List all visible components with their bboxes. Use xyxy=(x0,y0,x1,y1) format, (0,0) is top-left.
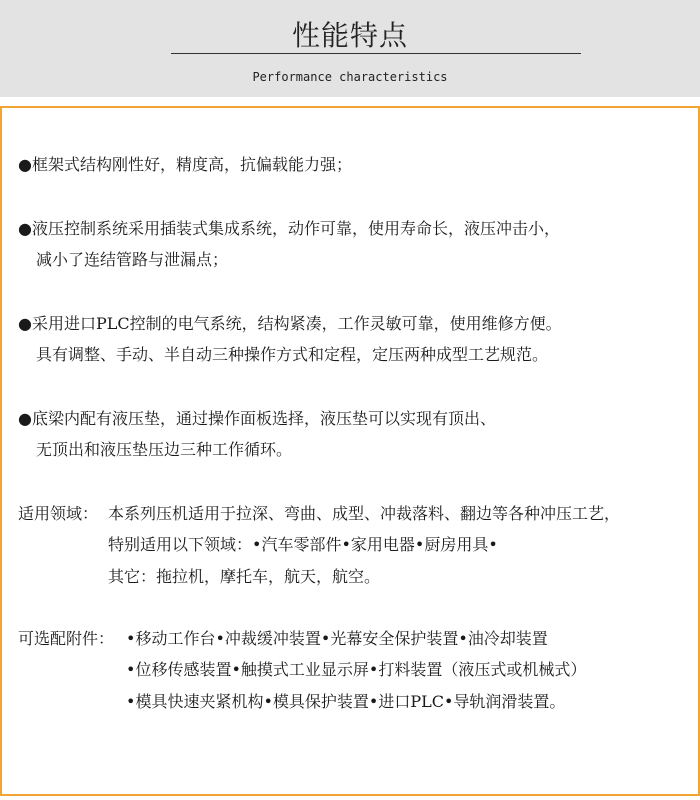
page-title: 性能特点 xyxy=(291,19,408,52)
feature-3-line-2: 具有调整、手动、半自动三种操作方式和定程，定压两种成型工艺规范。 xyxy=(36,345,549,364)
title-underline xyxy=(171,53,581,54)
header-band xyxy=(0,0,700,97)
feature-2-line-2: 减小了连结管路与泄漏点； xyxy=(36,250,229,269)
feature-2-line-1: ●液压控制系统采用插装式集成系统，动作可靠，使用寿命长，液压冲击小， xyxy=(18,219,560,238)
accessories-line-1: •移动工作台•冲裁缓冲装置•光幕安全保护装置•油冷却装置 xyxy=(126,629,548,648)
accessories-label: 可选配附件： xyxy=(18,629,115,648)
feature-1-line-1: ●框架式结构刚性好，精度高，抗偏载能力强； xyxy=(18,155,352,174)
application-label: 适用领域： xyxy=(18,504,99,523)
application-line-1: 本系列压机适用于拉深、弯曲、成型、冲裁落料、翻边等各种冲压工艺， xyxy=(108,504,621,523)
application-line-3: 其它：拖拉机，摩托车，航天，航空。 xyxy=(108,567,381,586)
accessories-line-3: •模具快速夹紧机构•模具保护装置•进口PLC•导轨润滑装置。 xyxy=(126,692,566,711)
feature-4-line-2: 无顶出和液压垫压边三种工作循环。 xyxy=(36,440,293,459)
feature-3-line-1: ●采用进口PLC控制的电气系统，结构紧凑，工作灵敏可靠，使用维修方便。 xyxy=(18,314,562,333)
application-line-2: 特别适用以下领域：•汽车零部件•家用电器•厨房用具• xyxy=(108,535,498,554)
feature-4-line-1: ●底梁内配有液压垫，通过操作面板选择，液压垫可以实现有顶出、 xyxy=(18,409,496,428)
page-subtitle: Performance characteristics xyxy=(252,70,448,84)
accessories-line-2: •位移传感装置•触摸式工业显示屏•打料装置（液压式或机械式） xyxy=(126,660,587,679)
